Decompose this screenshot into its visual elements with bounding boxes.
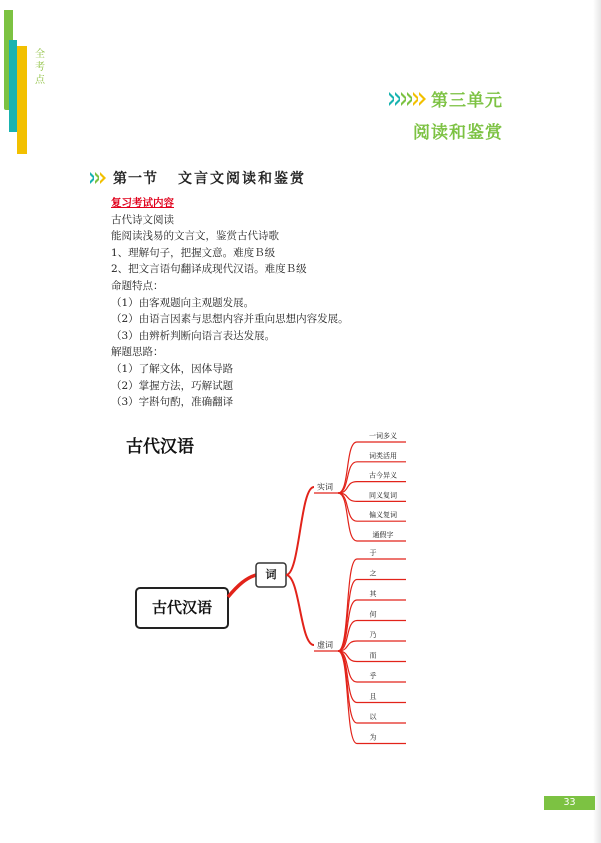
mindmap-leaf-label: 何: [369, 610, 377, 619]
mindmap-leaf-label: 一词多义: [369, 432, 397, 440]
mindmap-level1-label: 词: [265, 568, 277, 581]
mindmap-leaf-label: 词类活用: [369, 451, 397, 460]
mindmap-leaf-label: 通假字: [372, 531, 394, 539]
side-tag-char: 考: [35, 62, 45, 73]
mindmap-leaf-label: 于: [369, 549, 377, 557]
side-tag-char: 全: [35, 49, 45, 60]
body-line: 命题特点：: [111, 279, 164, 292]
mindmap-title: 古代汉语: [126, 437, 194, 457]
body-line: （2）掌握方法，巧解试题: [111, 379, 234, 392]
mindmap-leaf-label: 其: [369, 590, 377, 598]
body-line: （1）了解文体，因体导路: [111, 362, 234, 375]
body-line: （3）由辨析判断向语言表达发展。: [111, 329, 276, 342]
mindmap-branch-label: 虚词: [317, 640, 333, 650]
body-line: 1、理解句子，把握文意。难度Ｂ级: [111, 246, 276, 259]
section-number: 第一节: [113, 171, 158, 187]
mindmap-leaf-label: 为: [369, 733, 377, 742]
unit-subtitle: 阅读和鉴赏: [413, 123, 503, 143]
mindmap-leaf-label: 乃: [369, 631, 377, 639]
mindmap-connector: [338, 493, 357, 541]
mindmap-leaf-label: 以: [369, 713, 377, 721]
mindmap-root-label: 古代汉语: [151, 598, 213, 617]
body-line: 2、把文言语句翻译成现代汉语。难度Ｂ级: [111, 263, 307, 276]
mindmap-leaf-label: 古今异义: [369, 471, 397, 480]
mindmap-connector: [228, 575, 256, 597]
mindmap-leaf-label: 偏义复词: [369, 511, 397, 520]
requirement-title: 复习考试内容: [111, 197, 174, 209]
body-line: 能阅读浅易的文言文，鉴赏古代诗歌: [111, 230, 279, 243]
mindmap-leaf-label: 而: [369, 651, 377, 660]
mindmap-connector: [286, 487, 314, 575]
mindmap-connector: [338, 442, 357, 493]
unit-title: 第三单元: [431, 91, 503, 111]
body-line: （2）由语言因素与思想内容并重向思想内容发展。: [111, 313, 349, 326]
page-number: 33: [544, 796, 595, 810]
mindmap-connector: [338, 580, 357, 652]
body-line: （1）由客观题向主观题发展。: [111, 296, 255, 309]
mindmap-connector: [286, 575, 314, 645]
body-line: 解题思路：: [111, 346, 164, 359]
body-line: 古代诗文阅读: [111, 213, 174, 226]
mindmap-leaf-label: 同义复词: [369, 491, 397, 500]
side-tag-char: 点: [35, 75, 45, 86]
mindmap-leaf-label: 且: [369, 692, 377, 701]
mindmap-leaf-label: 乎: [369, 672, 377, 680]
section-title: 文言文阅读和鉴赏: [178, 171, 306, 187]
body-line: （3）字斟句酌，准确翻译: [111, 396, 234, 409]
mindmap-leaf-label: 之: [369, 569, 377, 578]
mindmap-branch-label: 实词: [317, 482, 333, 492]
